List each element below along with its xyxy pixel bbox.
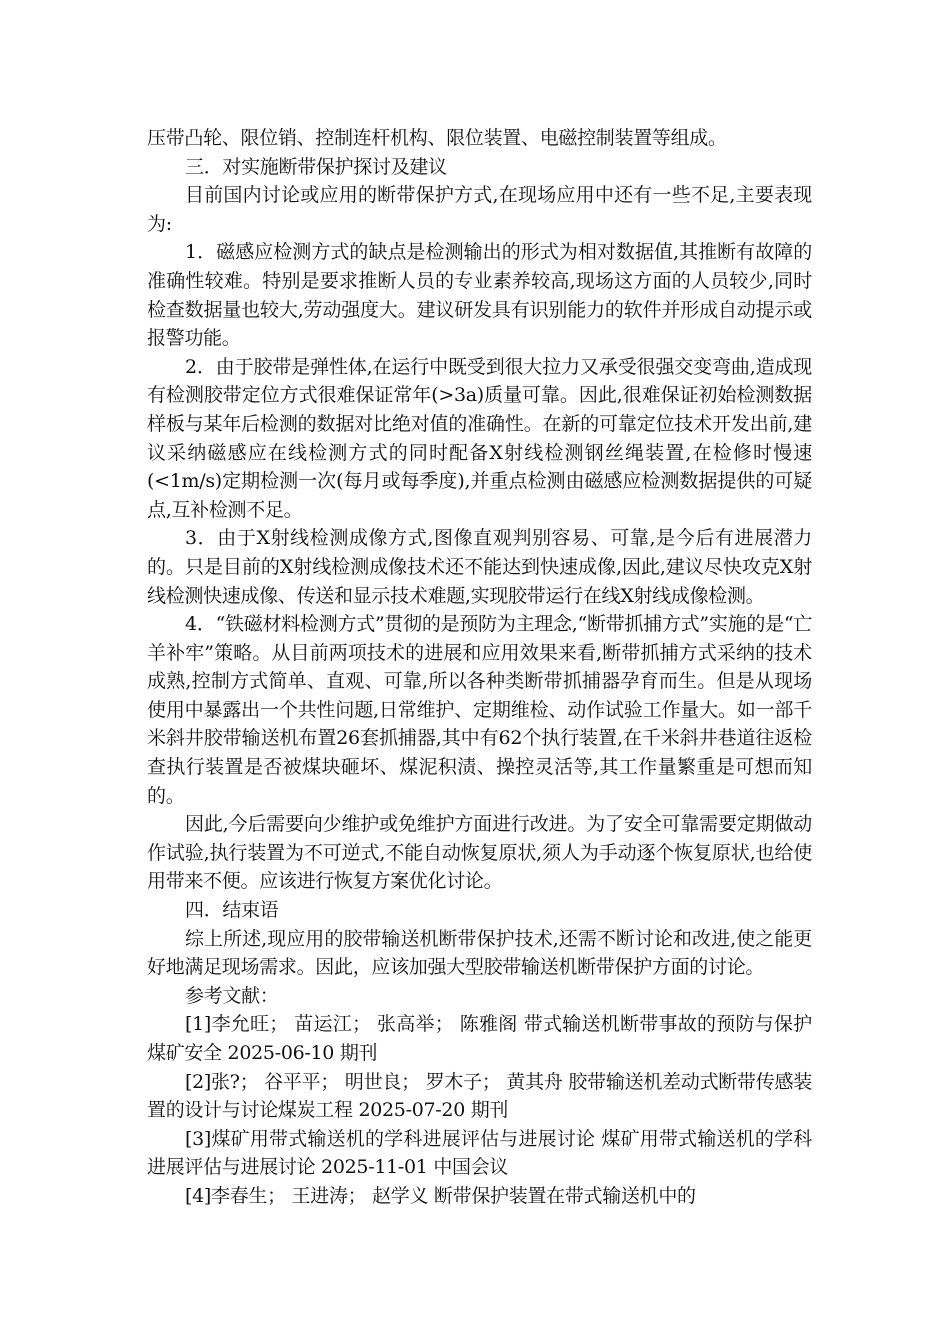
paragraph-improvement: 因此,今后需要向少维护或免维护方面进行改进。为了安全可靠需要定期做动作试验,执行装置为不可逆式,不能自动恢复原状,须人为手动逐个恢复原状,也给使用带来不便。应该进行恢复方案优化讨论。 xyxy=(147,813,812,893)
paragraph-continuation: 压带凸轮、限位销、控制连杆机构、限位装置、电磁控制装置等组成。 xyxy=(147,127,727,149)
paragraph-item-4: 4．“铁磁材料检测方式”贯彻的是预防为主理念,“断带抓捕方式”实施的是“亡羊补牢”策略。从目前两项技术的进展和应用效果来看,断带抓捕方式采纳的技术成熟,控制方式简单、直观、可靠,所以各种类断带抓捕器孕育而生。但是从现场使用中暴露出一个共性问题,日常维护、定期维检、动作试验工作量大。如一部千米斜井胶带输送机布置26套抓捕器,其中有62个执行装置,在千米斜井巷道往返检查执行装置是否被煤块砸坏、煤泥积渍、操控灵活等,其工作量繁重是可想而知的。 xyxy=(147,613,812,807)
document-page xyxy=(147,124,812,1211)
paragraph-conclusion: 综上所述,现应用的胶带输送机断带保护技术,还需不断讨论和改进,使之能更好地满足现场需求。因此，应该加强大型胶带输送机断带保护方面的讨论。 xyxy=(147,927,812,979)
paragraph-item-3: 3．由于X射线检测成像方式,图像直观判别容易、可靠,是今后有进展潜力的。只是目前的X射线检测成像技术还不能达到快速成像,因此,建议尽快攻克X射线检测快速成像、传送和显示技术难题,实现胶带运行在线X射线成像检测。 xyxy=(147,527,812,607)
section-heading-suggestions: 三．对实施断带保护探讨及建议 xyxy=(185,155,447,178)
paragraph-intro: 目前国内讨论或应用的断带保护方式,在现场应用中还有一些不足,主要表现为: xyxy=(147,184,812,235)
section-heading-conclusion: 四．结束语 xyxy=(185,899,279,922)
reference-item-3: [3]煤矿用带式输送机的学科进展评估与进展讨论 煤矿用带式输送机的学科进展评估与进展讨论 2025-11-01 中国会议 xyxy=(147,1127,812,1179)
paragraph-item-1: 1．磁感应检测方式的缺点是检测输出的形式为相对数据值,其推断有故障的准确性较难。特别是要求推断人员的专业素养较高,现场这方面的人员较少,同时检查数据量也较大,劳动强度大。建议研发具有识别能力的软件并形成自动提示或报警功能。 xyxy=(147,241,812,350)
reference-item-4: [4]李春生； 王进涛； 赵学义 断带保护装置在带式输送机中的 xyxy=(185,1184,696,1207)
paragraph-item-2: 2．由于胶带是弹性体,在运行中既受到很大拉力又承受很强交变弯曲,造成现有检测胶带定位方式很难保证常年(>3a)质量可靠。因此,很难保证初始检测数据样板与某年后检测的数据对比绝对值的准确性。在新的可靠定位技术开发出前,建议采纳磁感应在线检测方式的同时配备X射线检测钢丝绳装置,在检修时慢速(<1m/s)定期检测一次(每月或每季度),并重点检测由磁感应检测数据提供的可疑点,互补检测不足。 xyxy=(147,355,812,521)
reference-item-2: [2]张?； 谷平平； 明世良； 罗木子； 黄其舟 胶带输送机差动式断带传感装置的设计与讨论煤炭工程 2025-07-20 期刊 xyxy=(147,1070,812,1122)
reference-item-1: [1]李允旺； 苗运江； 张高举； 陈雅阁 带式输送机断带事故的预防与保护煤矿安全 2025-06-10 期刊 xyxy=(147,1013,812,1064)
references-heading: 参考文献： xyxy=(185,984,279,1007)
